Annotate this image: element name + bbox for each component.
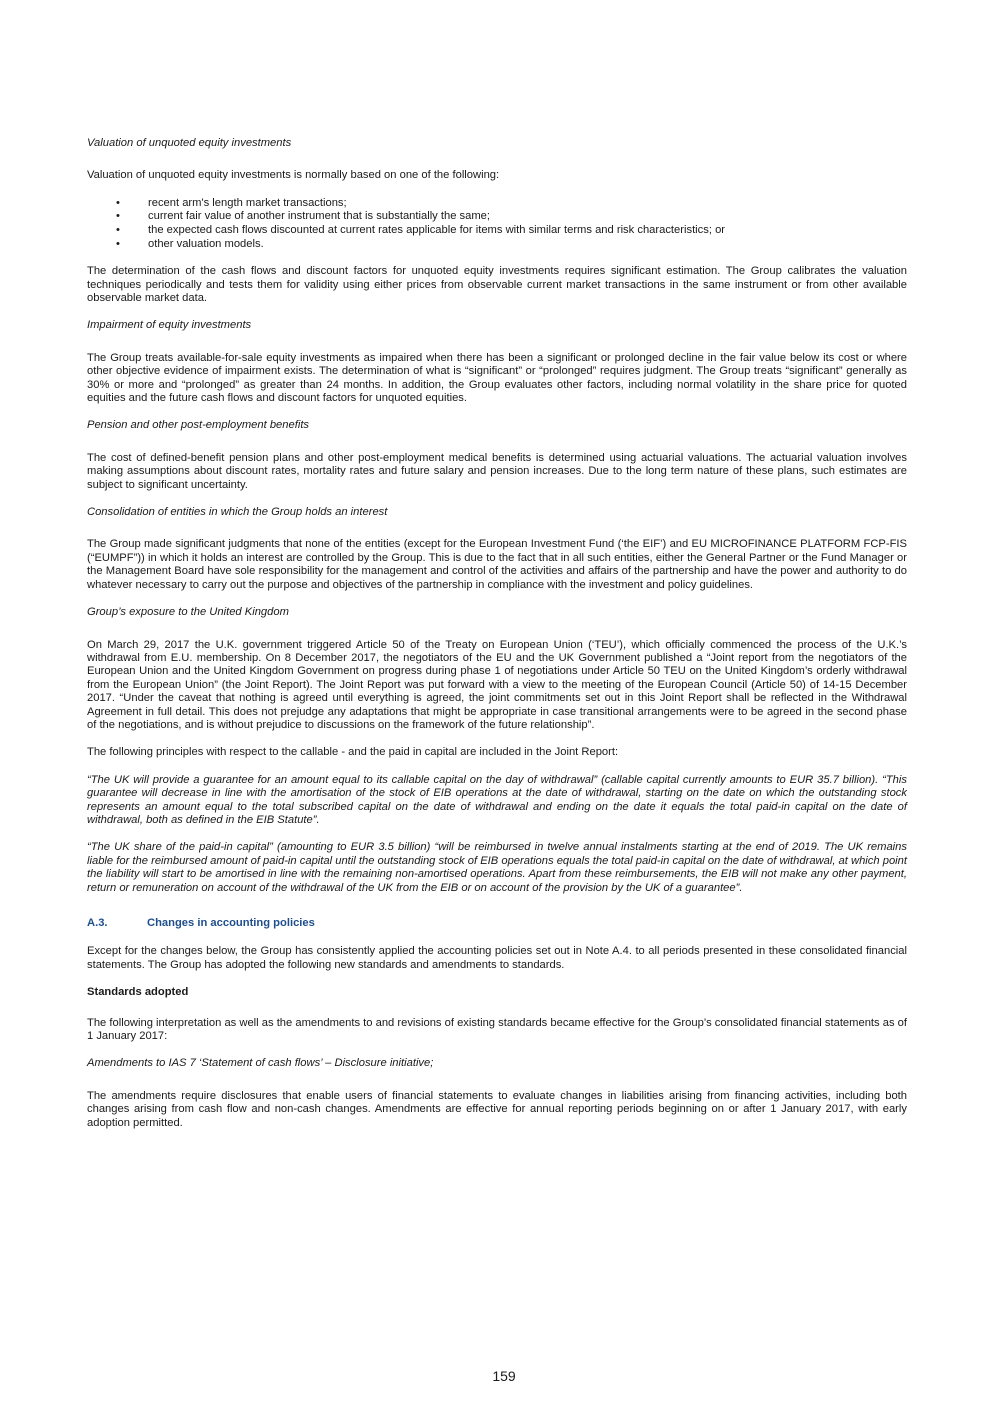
- valuation-title: Valuation of unquoted equity investments: [87, 137, 292, 149]
- bullet-icon: •: [116, 210, 120, 223]
- list-item: [87, 197, 907, 211]
- document-page: [87, 137, 907, 1144]
- list-item: [87, 210, 907, 224]
- section-title: Changes in accounting policies: [147, 917, 315, 929]
- section-heading-a3: [87, 917, 907, 930]
- section-number: A.3.: [87, 917, 108, 929]
- uk-principles-intro: The following principles with respect to the callable - and the paid in capital are included in the Joint Report:: [87, 746, 619, 759]
- bullet-icon: •: [116, 237, 120, 250]
- list-item-text: current fair value of another instrument that is substantially the same;: [148, 210, 491, 223]
- ias7-body: The amendments require disclosures that enable users of financial statements to evaluate changes in liabilities arising from financing activities, including both changes arising from cash flow and non-cash changes. Amendments are effective for annual reporting periods beginning on or after 1 January 2017, with early adoption permitted.: [87, 1089, 907, 1129]
- page-number: 159: [492, 1368, 516, 1384]
- uk-exposure-title: Group’s exposure to the United Kingdom: [87, 606, 289, 619]
- list-item-text: the expected cash flows discounted at current rates applicable for items with similar terms and risk characteristics; or: [148, 224, 726, 236]
- list-item: [87, 224, 907, 238]
- consolidation-title: Consolidation of entities in which the Group holds an interest: [87, 506, 388, 519]
- consolidation-body: The Group made significant judgments that none of the entities (except for the European Investment Fund (‘the EIF’) and EU MICROFINANCE PLATFORM FCP-FIS (“EUMPF”)) in which it holds an interest are controlled by the Group. This is due to the fact that in all such entities, either the General Partner or the Fund Manager or the Management Board have sole responsibility for the management and control of the activities and affairs of the partnership and have the power and authority to do whatever necessary to carry out the purpose and objectives of the partnership in compliance with the investment and policy guidelines.: [87, 538, 907, 591]
- pension-body: The cost of defined-benefit pension plans and other post-employment medical benefits is determined using actuarial valuations. The actuarial valuation involves making assumptions about discount rates, mortality rates and future salary and pension increases. Due to the long term nature of these plans, such estimates are subject to significant uncertainty.: [87, 451, 907, 491]
- ias7-title: Amendments to IAS 7 ‘Statement of cash flows’ – Disclosure initiative;: [87, 1057, 434, 1070]
- uk-exposure-body: On March 29, 2017 the U.K. government triggered Article 50 of the Treaty on European Union (‘TEU’), which officially commenced the process of the U.K.’s withdrawal from E.U. membership. On 8 December 2017, the negotiators of the EU and the UK Government published a “Joint report from the negotiators of the European Union and the United Kingdom Government on progress during phase 1 of negotiations under Article 50 TEU on the United Kingdom’s orderly withdrawal from the European Union” (the Joint Report). The Joint Report was put forward with a view to the meeting of the European Council (Article 50) of 14-15 December 2017. “Under the caveat that nothing is agreed until everything is agreed, the joint commitments set out in this Joint Report shall be reflected in the Withdrawal Agreement in full detail. This does not prejudge any adaptations that might be appropriate in case transitional arrangements were to be agreed in the second phase of the negotiations, and is without prejudice to discussions on the framework of the future relationship”.: [87, 638, 907, 731]
- standards-adopted-title: Standards adopted: [87, 986, 189, 999]
- bullet-icon: •: [116, 196, 120, 209]
- valuation-bullet-list: [87, 197, 907, 251]
- uk-paid-in-quote: “The UK share of the paid-in capital” (amounting to EUR 3.5 billion) “will be reimbursed in twelve annual instalments starting at the end of 2019. The UK remains liable for the reimbursed amount of paid-in capital until the outstanding stock of EIB operations equals the total paid-in capital on the date of withdrawal, at which point the liability will start to be amortised in line with the remaining non-amortised operations. Apart from these reimbursements, the EIB will not make any other payment, return or remuneration on account of the withdrawal of the UK from the EIB or on account of the provision by the UK of a guarantee”.: [87, 841, 907, 894]
- list-item-text: recent arm's length market transactions;: [148, 196, 347, 209]
- uk-callable-quote: “The UK will provide a guarantee for an amount equal to its callable capital on the day of withdrawal” (callable capital currently amounts to EUR 35.7 billion). “This guarantee will decrease in line with the amortisation of the stock of EIB operations at the date of withdrawal, starting on the date on which the outstanding stock represents an amount equal to the total subscribed capital on the date of withdrawal and ending on the date it equals the total paid-in capital on the date of withdrawal, both as defined in the EIB Statute”.: [87, 773, 907, 826]
- bullet-icon: •: [116, 224, 120, 236]
- list-item: [87, 238, 907, 252]
- pension-title: Pension and other post-employment benefits: [87, 419, 310, 432]
- standards-adopted-body: The following interpretation as well as the amendments to and revisions of existing standards became effective for the Group’s consolidated financial statements as of 1 January 2017:: [87, 1016, 907, 1043]
- impairment-title: Impairment of equity investments: [87, 319, 252, 332]
- list-item-text: other valuation models.: [148, 237, 264, 250]
- valuation-body: The determination of the cash flows and discount factors for unquoted equity investments requires significant estimation. The Group calibrates the valuation techniques periodically and tests them for validity using either prices from observable current market transactions in the same instrument or from other available observable market data.: [87, 265, 907, 304]
- valuation-intro: Valuation of unquoted equity investments is normally based on one of the following:: [87, 169, 500, 182]
- impairment-body: The Group treats available-for-sale equity investments as impaired when there has been a significant or prolonged decline in the fair value below its cost or where other objective evidence of impairment exists. The determination of what is “significant” or “prolonged” requires judgment. The Group treats “significant” generally as 30% or more and “prolonged” as greater than 24 months. In addition, the Group evaluates other factors, including normal volatility in the share price for quoted equities and the future cash flows and discount factors for unquoted equities.: [87, 351, 907, 405]
- accounting-policies-body: Except for the changes below, the Group has consistently applied the accounting policies set out in Note A.4. to all periods presented in these consolidated financial statements. The Group has adopted the following new standards and amendments to standards.: [87, 945, 907, 971]
